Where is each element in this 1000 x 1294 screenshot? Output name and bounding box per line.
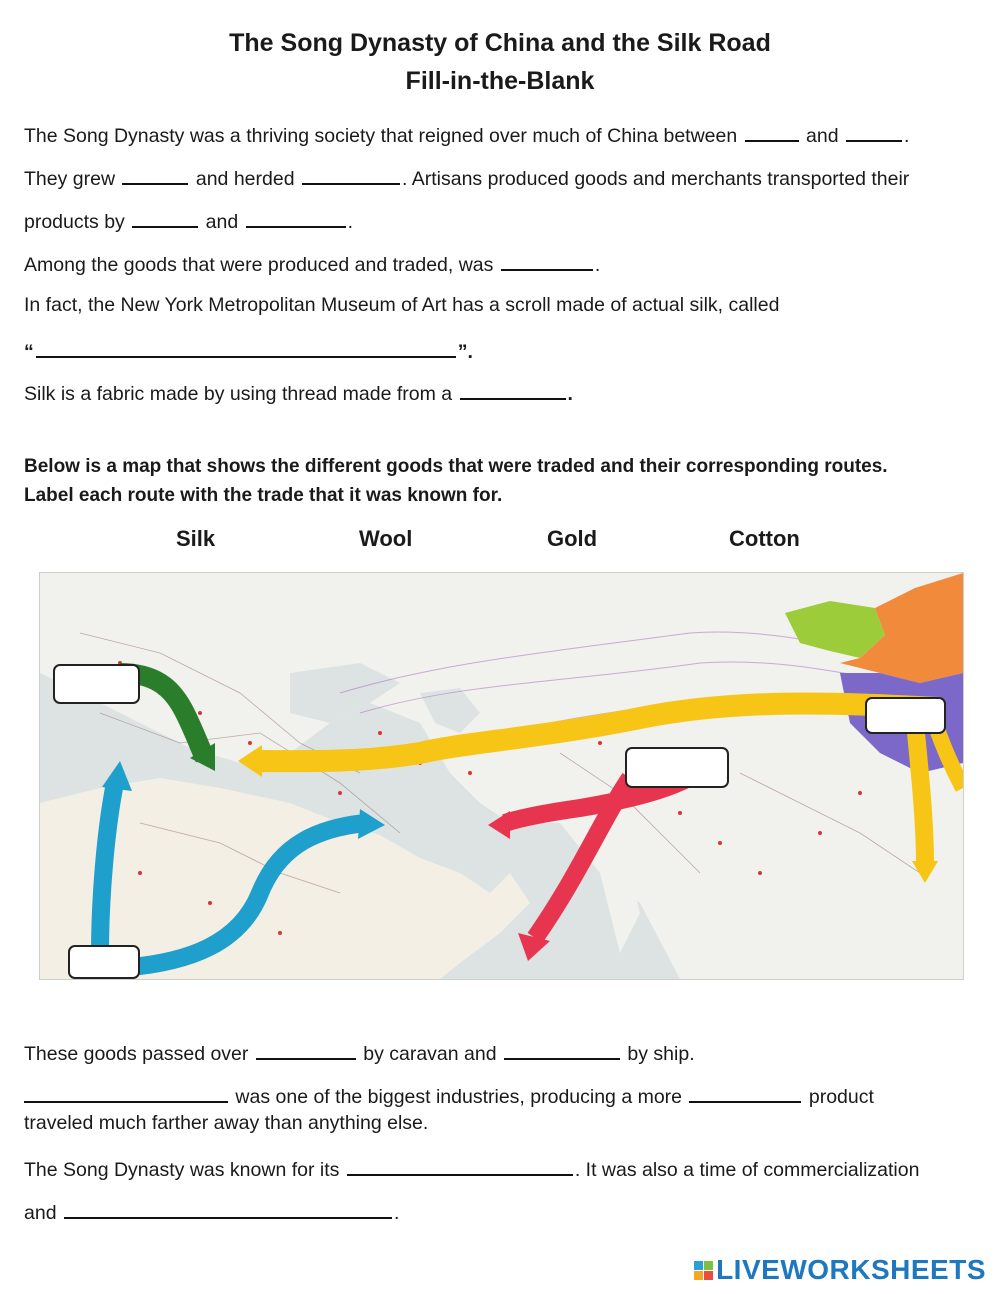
blank-transport-2[interactable] [246, 206, 346, 228]
text: was one of the biggest industries, producing a more [230, 1086, 688, 1108]
trade-routes-map [39, 572, 964, 980]
text: by caravan and [357, 1043, 502, 1065]
paragraph-line-5: In fact, the New York Metropolitan Museum of Art has a scroll made of actual silk, called [24, 294, 780, 316]
text: . Artisans produced goods and merchants transported their [401, 168, 910, 190]
text: The Song Dynasty was known for its [24, 1159, 345, 1181]
instructions-line-2: Label each route with the trade that it was known for. [24, 485, 503, 506]
route-label-box-wool[interactable] [53, 664, 140, 704]
blank-known-for[interactable] [347, 1154, 573, 1176]
blank-start-year[interactable] [745, 120, 799, 142]
blank-silk-source[interactable] [460, 378, 566, 400]
text: . [567, 383, 573, 405]
text: ”. [457, 341, 473, 363]
word-bank-wool: Wool [359, 526, 413, 551]
paragraph-line-7 [24, 378, 976, 407]
text: . It was also a time of commercialization [574, 1159, 920, 1181]
text: and [800, 125, 845, 147]
blank-crops[interactable] [122, 163, 188, 185]
blank-over-land[interactable] [256, 1038, 356, 1060]
word-bank-cotton: Cotton [729, 526, 800, 551]
text: and [24, 1202, 62, 1224]
text: They grew [24, 168, 121, 190]
text: products by [24, 211, 131, 233]
word-bank-silk: Silk [176, 526, 216, 551]
blank-transport-1[interactable] [132, 206, 198, 228]
text: and herded [190, 168, 300, 190]
paragraph-line-6 [24, 336, 976, 365]
liveworksheets-logo-icon [694, 1261, 713, 1280]
silk-route-south [915, 723, 925, 863]
page-subtitle: Fill-in-the-Blank [405, 67, 595, 95]
text: Among the goods that were produced and traded, was [24, 254, 499, 276]
blank-industry[interactable] [24, 1081, 228, 1103]
text: and [200, 211, 244, 233]
paragraph2-line-2 [24, 1081, 976, 1110]
route-label-box-cotton[interactable] [625, 747, 729, 788]
text: Silk is a fabric made by using thread made from a [24, 383, 458, 405]
liveworksheets-logo[interactable] [694, 1254, 986, 1286]
paragraph-line-2 [24, 163, 976, 192]
route-label-box-silk[interactable] [865, 697, 946, 734]
paragraph-line-4 [24, 249, 976, 278]
page-title: The Song Dynasty of China and the Silk Road [229, 29, 771, 57]
blank-good[interactable] [501, 249, 593, 271]
text: . [904, 125, 910, 147]
logo-text: LIVEWORKSHEETS [716, 1254, 986, 1285]
instructions-line-1: Below is a map that shows the different goods that were traded and their corresponding routes. [24, 456, 888, 477]
paragraph2-line-3: traveled much farther away than anything else. [24, 1112, 429, 1134]
paragraph2-line-5 [24, 1197, 976, 1226]
paragraph2-line-1 [24, 1038, 976, 1067]
blank-end-year[interactable] [846, 120, 902, 142]
text: by ship. [622, 1043, 695, 1065]
map-drawing [40, 573, 963, 979]
blank-herded[interactable] [302, 163, 400, 185]
text: . [393, 1202, 400, 1224]
paragraph2-line-4 [24, 1154, 976, 1183]
text: The Song Dynasty was a thriving society that reigned over much of China between [24, 125, 743, 147]
text: “ [24, 341, 34, 363]
blank-commercialization[interactable] [64, 1197, 392, 1219]
blank-scroll-name[interactable] [36, 336, 456, 358]
blank-over-sea[interactable] [504, 1038, 620, 1060]
paragraph-line-1 [24, 120, 976, 149]
text: product [803, 1086, 874, 1108]
route-label-box-gold[interactable] [68, 945, 140, 979]
text: . [594, 254, 601, 276]
blank-product-quality[interactable] [689, 1081, 801, 1103]
paragraph-line-3 [24, 206, 976, 235]
text: These goods passed over [24, 1043, 254, 1065]
text: . [347, 211, 354, 233]
word-bank-gold: Gold [547, 526, 598, 551]
